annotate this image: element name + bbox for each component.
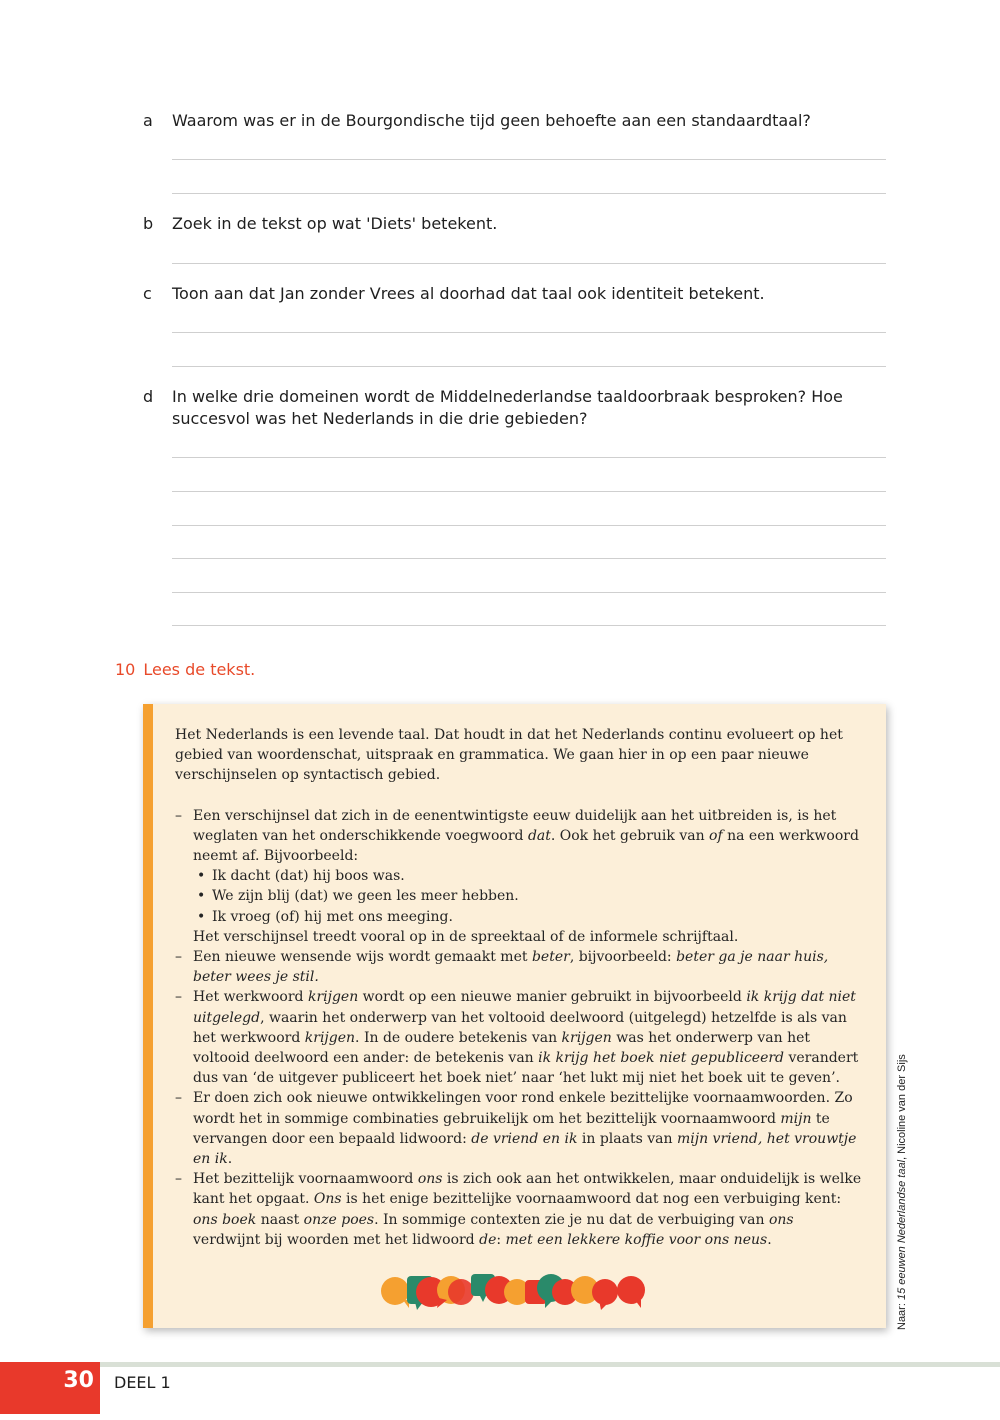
question-letter: b	[143, 214, 154, 233]
list-item: • Ik vroeg (of) hij met ons meeging.	[193, 907, 865, 927]
answer-line[interactable]	[172, 332, 886, 333]
example-list	[175, 866, 865, 927]
question-text: Toon aan dat Jan zonder Vrees al doorhad dat taal ook identiteit betekent.	[172, 284, 765, 303]
question-letter: d	[143, 387, 154, 406]
point-bezittelijk: – Er doen zich ook nieuwe ontwikkelingen voor rond enkele bezittelijke voornaamwoorden. Zo wordt het in sommige combinaties gebruikelijk om het bezittelijk voornaamwoord mijn te vervangen door een bepaald lidwoord: de vriend en ik in plaats van mijn vriend, het vrouwtje en ik.	[175, 1088, 865, 1169]
question-text: Zoek in de tekst op wat 'Diets' betekent.	[172, 214, 498, 233]
accent-bar	[143, 704, 153, 1328]
reading-text	[175, 725, 865, 1250]
exercise-number: 10	[115, 660, 136, 679]
list-item: • We zijn blij (dat) we geen les meer hebben.	[193, 886, 865, 906]
answer-line[interactable]	[172, 457, 886, 458]
answer-line[interactable]	[172, 558, 886, 559]
answer-line[interactable]	[172, 193, 886, 194]
answer-line[interactable]	[172, 366, 886, 367]
answer-line[interactable]	[172, 525, 886, 526]
point-dat-conclusion: Het verschijnsel treedt vooral op in de spreektaal of de informele schrijftaal.	[193, 928, 739, 945]
question-text: In welke drie domeinen wordt de Middelnederlandse taaldoorbraak besproken? Hoe succesvol was het Nederlands in die drie gebieden?	[172, 387, 843, 428]
page-number: 30	[0, 1362, 100, 1414]
answer-line[interactable]	[172, 263, 886, 264]
speech-bubbles-icon	[379, 1272, 651, 1312]
footer-rule	[0, 1362, 1000, 1367]
list-item: • Ik dacht (dat) hij boos was.	[193, 866, 865, 886]
answer-line[interactable]	[172, 159, 886, 160]
question-letter: a	[143, 111, 153, 130]
section-label: DEEL 1	[114, 1373, 171, 1392]
answer-line[interactable]	[172, 592, 886, 593]
point-dat-omission: – Een verschijnsel dat zich in de eenentwintigste eeuw duidelijk aan het uitbreiden is, is het weglaten van het onderschikkende voegwoord dat. Ook het gebruik van of na een werkwoord neemt af. Bijvoorbeeld:	[175, 806, 865, 867]
exercise-heading	[115, 660, 255, 679]
answer-line[interactable]	[172, 625, 886, 626]
point-ons: – Het bezittelijk voornaamwoord ons is zich ook aan het ontwikkelen, maar onduidelijk is welke kant het opgaat. Ons is het enige bezittelijke voornaamwoord dat nog een verbuiging kent: ons boek naast onze poes. In sommige contexten zie je nu dat de verbuiging van ons verdwijnt bij woorden met het lidwoord de: met een lekkere koffie voor ons neus.	[175, 1169, 865, 1250]
exercise-title: Lees de tekst.	[143, 660, 256, 679]
intro-paragraph: Het Nederlands is een levende taal. Dat houdt in dat het Nederlands continu evolueert op het gebied van woordenschat, uitspraak en grammatica. We gaan hier in op een paar nieuwe verschijnselen op syntactisch gebied.	[175, 727, 843, 784]
source-credit: Naar: 15 eeuwen Nederlandse taal, Nicoline van der Sijs	[896, 1054, 908, 1330]
question-letter: c	[143, 284, 152, 303]
point-krijgen: – Het werkwoord krijgen wordt op een nieuwe manier gebruikt in bijvoorbeeld ik krijg dat niet uitgelegd, waarin het onderwerp van het voltooid deelwoord (uitgelegd) hetzelfde is als van het werkwoord krijgen. In de oudere betekenis van krijgen was het onderwerp van het voltooid deelwoord een ander: de betekenis van ik krijg het boek niet gepubliceerd verandert dus van ‘de uitgever publiceert het boek niet’ naar ‘het lukt mij niet het boek uit te geven’.	[175, 987, 865, 1088]
point-wensende-wijs: – Een nieuwe wensende wijs wordt gemaakt met beter, bijvoorbeeld: beter ga je naar huis, beter wees je stil.	[175, 947, 865, 987]
question-text: Waarom was er in de Bourgondische tijd geen behoefte aan een standaardtaal?	[172, 111, 811, 130]
reading-text-box	[143, 704, 886, 1328]
answer-line[interactable]	[172, 491, 886, 492]
